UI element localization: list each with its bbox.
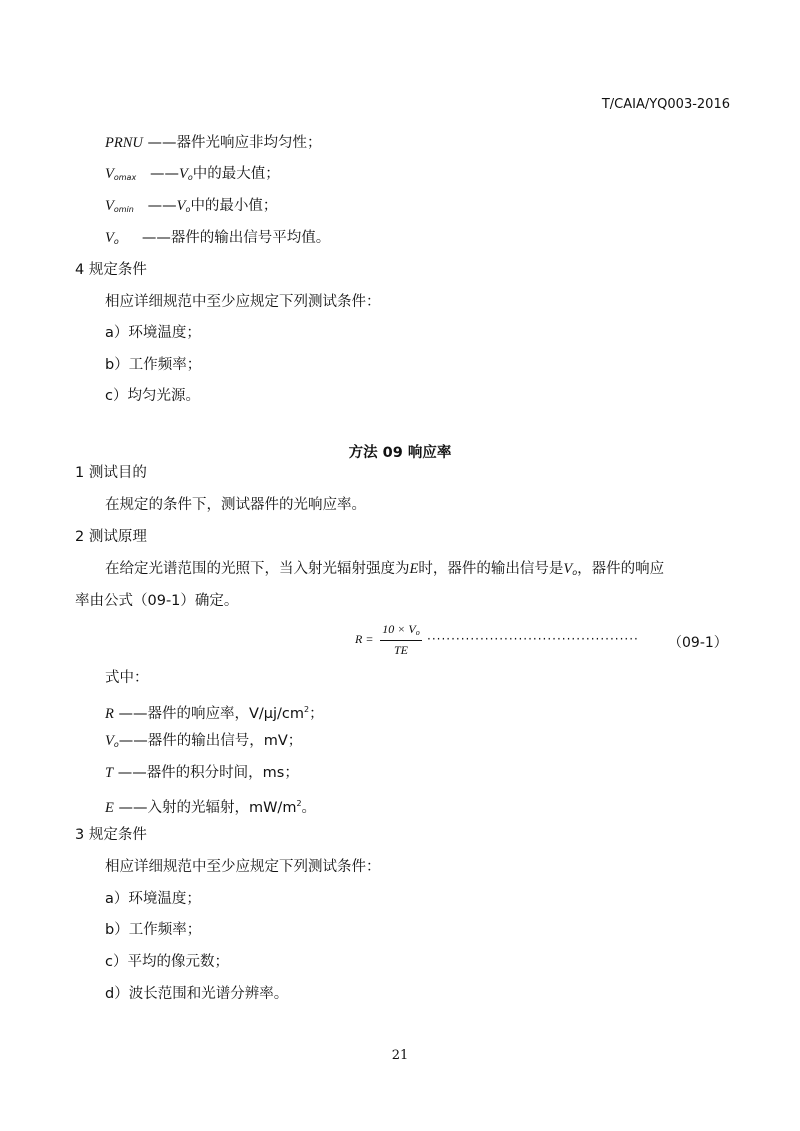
- list-item: c）均匀光源。: [105, 388, 200, 404]
- def-subscript: o: [113, 740, 119, 749]
- section-heading: 1 测试目的: [75, 465, 147, 481]
- formula-lhs: R =: [355, 632, 374, 646]
- def-mid-symbol: V: [176, 198, 186, 214]
- def-r: [105, 700, 324, 724]
- def-text: 器件的输出信号平均值。: [170, 230, 331, 246]
- formula-numerator: [380, 622, 422, 637]
- def-mid-subscript: o: [187, 173, 193, 182]
- def-prnu: [105, 133, 321, 153]
- def-symbol: V: [105, 733, 114, 749]
- def-mid-symbol: V: [179, 166, 188, 182]
- def-t: [105, 763, 299, 783]
- def-vo-output: [105, 731, 302, 755]
- paragraph-text: ，器件的响应: [577, 561, 665, 577]
- def-dash: ——: [150, 166, 180, 182]
- def-subscript: omax: [113, 173, 137, 182]
- section-heading: 4 规定条件: [75, 262, 147, 278]
- formula-numerator-subscript: o: [415, 628, 420, 637]
- def-superscript: 2: [296, 799, 302, 808]
- def-text: ——入射的光辐射，mW/m: [118, 800, 297, 816]
- fraction-bar: [380, 640, 422, 641]
- def-symbol: PRNU: [105, 135, 143, 151]
- formula-leader-dots: ············································: [427, 632, 639, 646]
- list-item: a）环境温度；: [105, 891, 201, 907]
- def-symbol: R: [105, 706, 114, 722]
- def-text: ——器件的响应率，V/μj/cm: [118, 706, 305, 722]
- def-subscript: o: [113, 237, 119, 246]
- formula-denominator: TE: [393, 643, 408, 657]
- def-vomax: [105, 164, 280, 188]
- def-e: [105, 794, 316, 818]
- symbol-v: V: [563, 561, 573, 577]
- formula-numerator-text: 10 × V: [382, 622, 416, 636]
- def-vo: [105, 228, 330, 252]
- def-symbol: E: [105, 800, 114, 816]
- section-intro: 相应详细规范中至少应规定下列测试条件：: [105, 294, 381, 310]
- def-text: 中的最小值；: [190, 198, 278, 214]
- list-item: b）工作频率；: [105, 922, 202, 938]
- symbol-v-subscript: o: [572, 568, 578, 577]
- equation-number: （09-1）: [668, 635, 728, 651]
- list-item: c）平均的像元数；: [105, 954, 229, 970]
- def-text: ——器件的输出信号，mV；: [118, 733, 303, 749]
- paragraph: [105, 559, 664, 583]
- where-label: 式中：: [105, 670, 149, 686]
- section-heading: 2 测试原理: [75, 529, 147, 545]
- symbol-e: E: [409, 561, 419, 577]
- section-intro: 相应详细规范中至少应规定下列测试条件：: [105, 859, 381, 875]
- def-superscript: 2: [304, 705, 310, 714]
- def-text: ——器件的积分时间，ms；: [117, 765, 299, 781]
- def-dash: ——: [141, 230, 171, 246]
- list-item: b）工作频率；: [105, 357, 202, 373]
- def-symbol: T: [105, 765, 114, 781]
- def-text: 中的最大值；: [192, 166, 280, 182]
- section-heading: 3 规定条件: [75, 827, 147, 843]
- def-text: 器件光响应非均匀性；: [176, 135, 322, 151]
- def-symbol: V: [105, 230, 114, 246]
- document-code: T/CAIA/YQ003-2016: [601, 97, 730, 112]
- paragraph-text: 在给定光谱范围的光照下，当入射光辐射强度为: [105, 561, 410, 577]
- def-symbol: V: [105, 166, 114, 182]
- method-title: 方法 09 响应率: [348, 445, 452, 461]
- def-symbol: V: [105, 198, 114, 214]
- paragraph: 率由公式（09-1）确定。: [75, 593, 239, 609]
- list-item: d）波长范围和光谱分辨率。: [105, 986, 289, 1002]
- paragraph: 在规定的条件下，测试器件的光响应率。: [105, 497, 366, 513]
- def-dash: ——: [147, 135, 177, 151]
- def-vomin: [105, 196, 277, 220]
- def-dash: ——: [147, 198, 177, 214]
- def-subscript: omin: [113, 205, 134, 214]
- formula-09-1: [355, 622, 735, 662]
- page-number: 21: [391, 1048, 409, 1063]
- def-end: ；: [309, 706, 324, 722]
- list-item: a）环境温度；: [105, 325, 201, 341]
- def-mid-subscript: o: [185, 205, 191, 214]
- paragraph-text: 时，器件的输出信号是: [418, 561, 564, 577]
- def-end: 。: [301, 800, 317, 816]
